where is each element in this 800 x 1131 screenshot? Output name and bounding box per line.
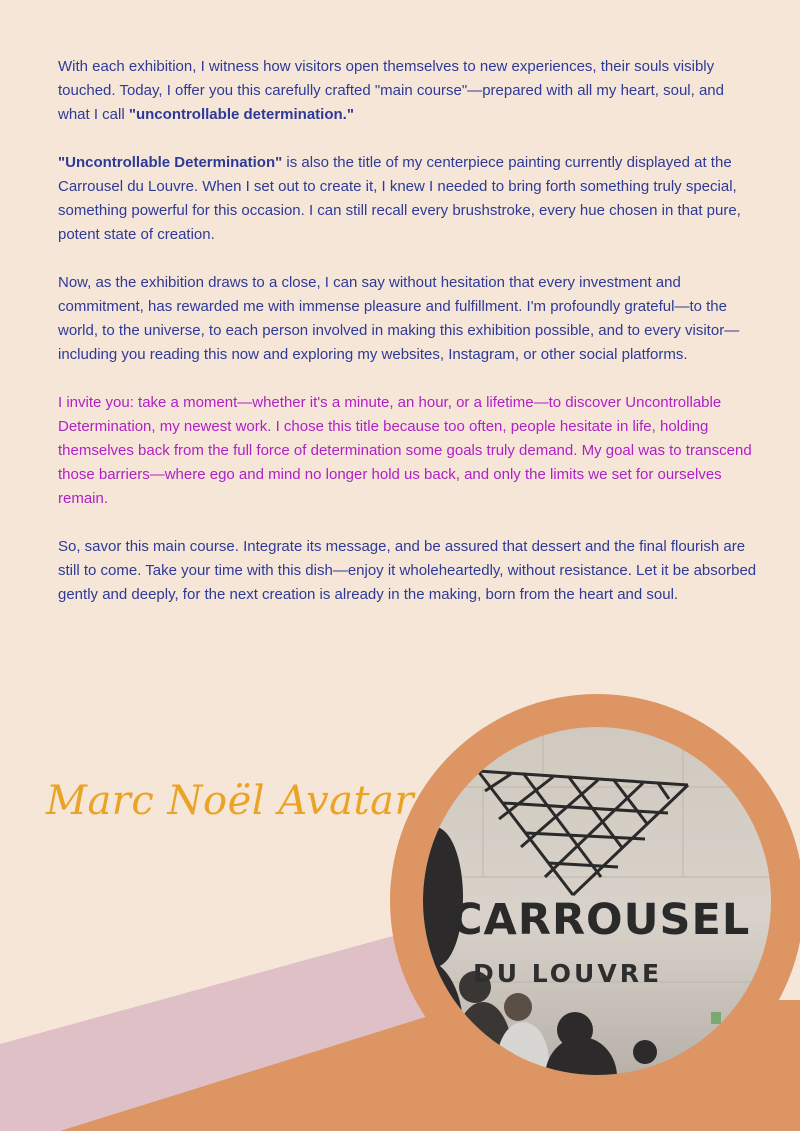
paragraph-1-text: With each exhibition, I witness how visitors open themselves to new experiences, their souls visibly touched. Today, I offer you this carefully crafted "main course"—prepared with all my heart, soul, and what I call (58, 58, 724, 123)
inverted-pyramid-logo (478, 771, 688, 895)
sign-subtitle: DU LOUVRE (473, 959, 663, 988)
crowd-silhouettes (423, 827, 657, 1075)
paragraph-4-invitation: I invite you: take a moment—whether it's a minute, an hour, or a lifetime—to discover Uncontrollable Determination, my newest work. I chose this title because too often, people hesitate in life, holding themselves back from the full force of determination some goals truly demand. My goal was to transcend those barriers—where ego and mind no longer hold us back, and only the limits we set for ourselves remain. (58, 394, 752, 507)
article-body (58, 55, 758, 631)
paragraph-2-text: is also the title of my centerpiece painting currently displayed at the Carrousel du Louvre. When I set out to create it, I knew I needed to bring forth something truly special, something powerful for this occasion. I can still recall every brushstroke, every hue chosen in that pure, potent state of creation. (58, 154, 741, 243)
paragraph-1-emphasis: "uncontrollable determination." (128, 106, 354, 123)
paragraph-1 (58, 55, 758, 127)
paragraph-2 (58, 151, 758, 247)
paragraph-3: Now, as the exhibition draws to a close, I can say without hesitation that every investment and commitment, has rewarded me with immense pleasure and fulfillment. I'm profoundly grateful—to the world, to the universe, to each person involved in making this exhibition possible, and to every visitor—including you reading this now and exploring my websites, Instagram, or other social platforms. (58, 274, 740, 363)
painting-title: "Uncontrollable Determination" (58, 154, 283, 171)
carrousel-du-louvre-photo (423, 727, 771, 1075)
signature: Marc Noël Avatar (46, 778, 415, 824)
sign-title: CARROUSEL (451, 895, 751, 945)
paragraph-5: So, savor this main course. Integrate its message, and be assured that dessert and the final flourish are still to come. Take your time with this dish—enjoy it wholeheartedly, without resistance. Let it be absorbed gently and deeply, for the next creation is already in the making, born from the heart and soul. (58, 538, 757, 603)
exit-sign (711, 1012, 721, 1024)
